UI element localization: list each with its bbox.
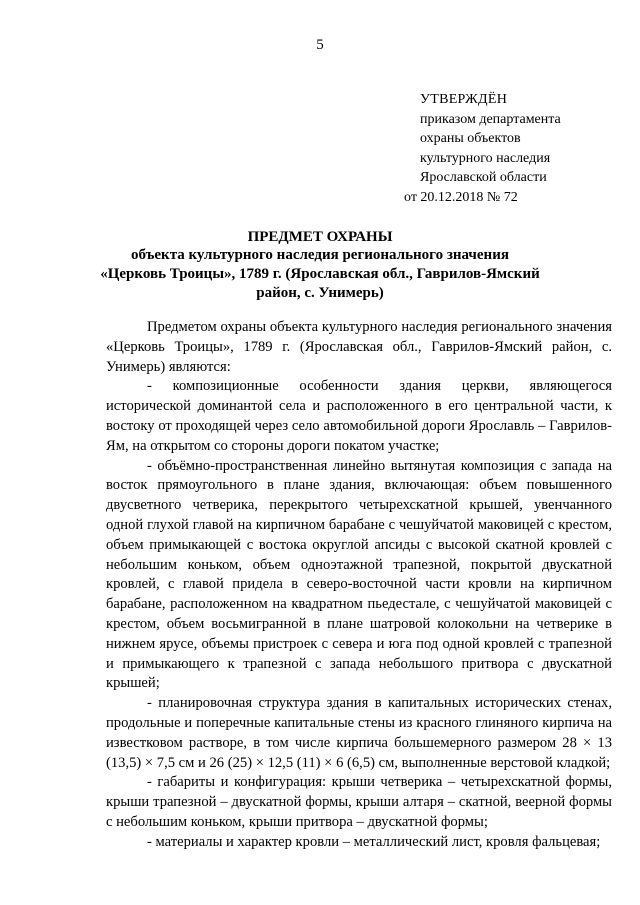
approval-line: УТВЕРЖДЁН (420, 92, 508, 107)
list-item: - габариты и конфигурация: крыши четверика – четырехскатной формы, крыши трапезной – двускатной формы, крыши алтаря – скатной, веерной формы с небольшим коньком, крыши притвора – двускатной формы; (106, 774, 612, 830)
document-body (106, 318, 612, 853)
list-item: - планировочная структура здания в капитальных исторических стенах, продольные и поперечные капитальные стены из красного глиняного кирпича на известковом растворе, в том числе кирпича большемерного размером 28 × 13 (13,5) × 7,5 см и 26 (25) × 12,5 (11) × 6 (6,5) см, выполненные верстовой кладкой; (106, 695, 612, 771)
list-item: - композиционные особенности здания церкви, являющегося исторической доминантой села и расположенного в его центральной части, к востоку от проходящей через село автомобильной дороги Ярославль – Гаврилов-Ям, на открытом со стороны дороги покатом участке; (106, 378, 612, 454)
list-item: - материалы и характер кровли – металлический лист, кровля фальцевая; (147, 833, 601, 850)
document-title: ПРЕДМЕТ ОХРАНЫ (247, 229, 393, 245)
document-subtitle: объекта культурного наследия регионального значения «Церковь Троицы», 1789 г. (Ярославская обл., Гаврилов-Ямский район, с. Унимерь) (100, 247, 540, 301)
approval-line: от 20.12.2018 № 72 (404, 189, 518, 205)
approval-line: культурного наследия (420, 150, 551, 166)
approval-line: охраны объектов (420, 131, 521, 147)
approval-line: Ярославской области (420, 170, 547, 186)
approval-line: приказом департамента (420, 111, 561, 127)
page-number: 5 (316, 37, 324, 53)
list-item: - объёмно-пространственная линейно вытянутая композиция с запада на восток прямоугольного в плане здания, включающая: объем повышенного двусветного четверика, перекрытого четырехскатной крышей, увенчанного одной глухой главой на кирпичном барабане с чешуйчатой маковицей с крестом, объем примыкающей с востока округлой апсиды с высокой скатной кровлей с небольшим коньком, объем одноэтажной трапезной, покрытой двускатной кровлей, с главой придела в северо-восточной части кровли на кирпичном барабане, расположенном на квадратном пьедестале, с чешуйчатой маковицей с крестом, объем восьмигранной в плане шатровой колокольни на четверике в нижнем ярусе, объемы пристроек с севера и юга под одной кровлей с трапезной и примыкающего к трапезной с запада небольшого притвора с двускатной крышей; (106, 457, 612, 692)
approval-block (404, 90, 561, 208)
intro-paragraph: Предметом охраны объекта культурного наследия регионального значения «Церковь Троицы», 1789 г. (Ярославская обл., Гаврилов-Ямский район, с. Унимерь) являются: (106, 319, 612, 375)
